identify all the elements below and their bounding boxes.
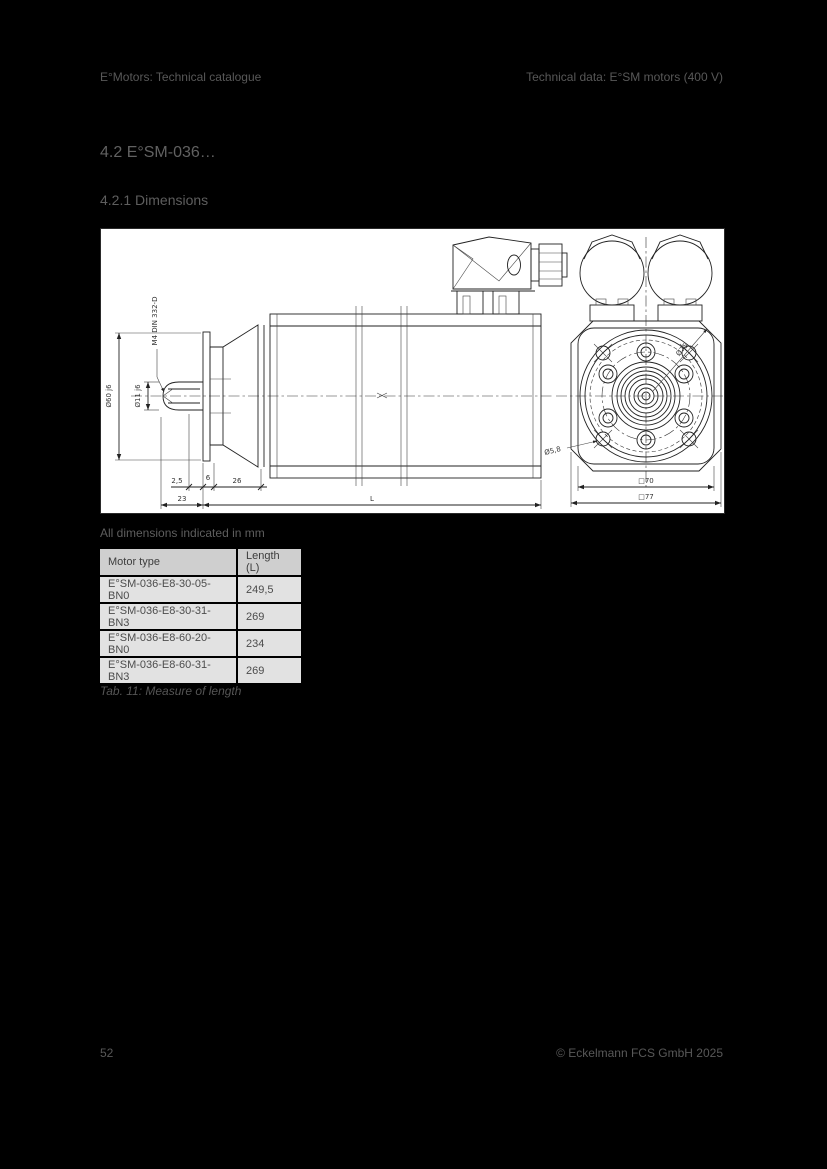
- length-cell: 234: [236, 631, 301, 658]
- dim-label-6: 6: [205, 474, 211, 482]
- page-number: 52: [100, 1046, 114, 1060]
- table-caption: Tab. 11: Measure of length: [100, 684, 242, 698]
- motor-type-cell: E°SM-036-E8-30-31-BN3: [100, 604, 236, 631]
- dim-label-26: 26: [232, 477, 242, 485]
- side-view: [105, 237, 567, 509]
- dim-label-bolt-circle: Ø75: [674, 341, 690, 358]
- dim-label-length: L: [370, 495, 374, 503]
- front-view: [544, 235, 724, 507]
- section-title: 4.2 E°SM-036…: [100, 144, 216, 161]
- table-row: [100, 631, 301, 658]
- page-footer: [100, 1046, 723, 1060]
- dim-label-pilot-diameter: Ø60 j6: [105, 384, 113, 408]
- dim-label-hole-diameter: Ø5,8: [543, 445, 562, 457]
- connector-box: [451, 237, 567, 314]
- column-header-length: Length (L): [236, 549, 301, 577]
- dim-label-square-77: □77: [638, 493, 654, 501]
- copyright-text: © Eckelmann FCS GmbH 2025: [556, 1046, 723, 1060]
- dim-label-square-70: □70: [638, 477, 654, 485]
- subsection-title: 4.2.1 Dimensions: [100, 192, 209, 208]
- dim-label-shaft-diameter: Ø11 j6: [134, 384, 142, 408]
- table-header-row: [100, 549, 301, 577]
- length-cell: 269: [236, 658, 301, 685]
- motor-type-cell: E°SM-036-E8-30-05-BN0: [100, 577, 236, 604]
- motor-type-cell: E°SM-036-E8-60-20-BN0: [100, 631, 236, 658]
- technical-drawing: [100, 228, 725, 514]
- motor-type-cell: E°SM-036-E8-60-31-BN3: [100, 658, 236, 685]
- table-row: [100, 658, 301, 685]
- table-row: [100, 577, 301, 604]
- header-left-text: E°Motors: Technical catalogue: [100, 70, 262, 84]
- dim-label-2-5: 2,5: [171, 477, 183, 485]
- column-header-motor-type: Motor type: [100, 549, 236, 577]
- motor-drawing-svg: [101, 229, 724, 513]
- page-header: [100, 70, 723, 84]
- table-row: [100, 604, 301, 631]
- dimensions-table: [100, 549, 301, 685]
- length-cell: 269: [236, 604, 301, 631]
- header-right-text: Technical data: E°SM motors (400 V): [526, 70, 723, 84]
- length-cell: 249,5: [236, 577, 301, 604]
- dim-label-23: 23: [177, 495, 187, 503]
- dimension-note: All dimensions indicated in mm: [100, 526, 265, 540]
- dim-label-center-thread: M4 DIN 332-D: [151, 296, 159, 346]
